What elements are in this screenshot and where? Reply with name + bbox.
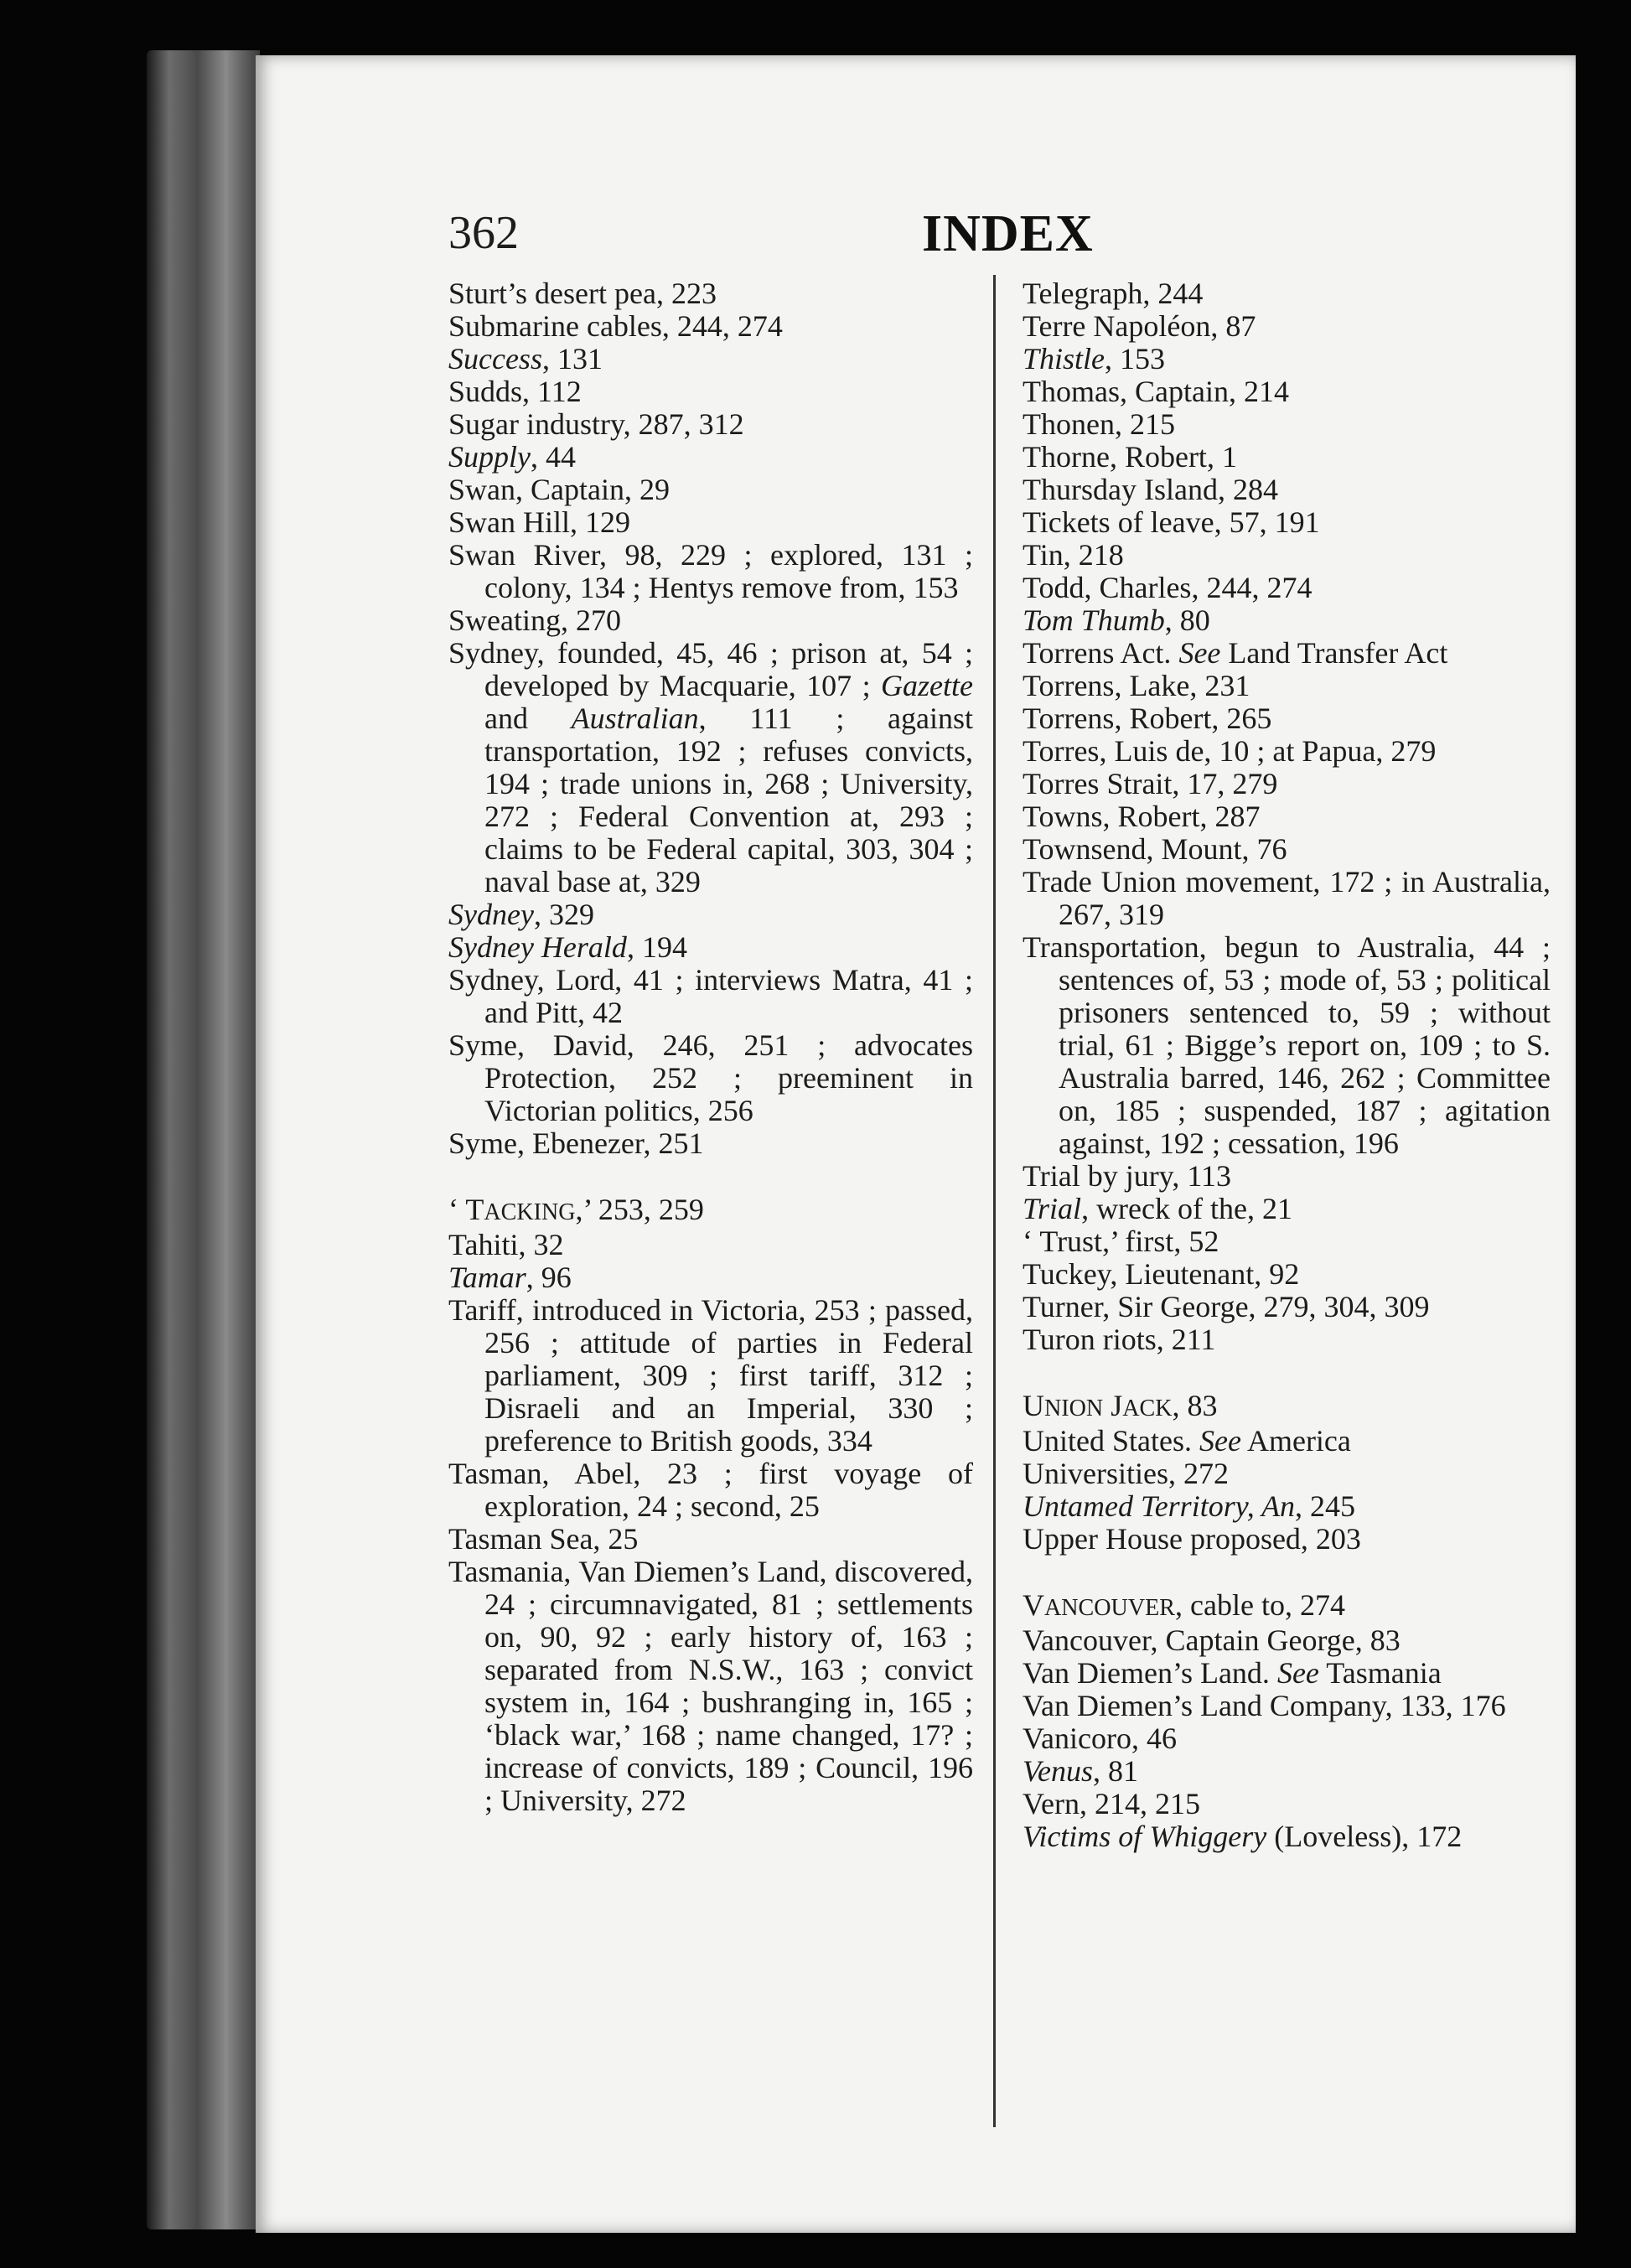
index-entry: ‘ Trust,’ first, 52 <box>1023 1225 1219 1258</box>
index-entry: Universities, 272 <box>1023 1457 1229 1490</box>
page-number: 362 <box>448 207 519 259</box>
index-entry: Sturt’s desert pea, 223 <box>448 277 717 310</box>
index-entry: Tuckey, Lieutenant, 92 <box>1023 1257 1300 1291</box>
index-entry: Tamar, 96 <box>448 1261 572 1294</box>
index-entry: Towns, Robert, 287 <box>1023 800 1261 833</box>
index-entry: Swan Hill, 129 <box>448 505 631 539</box>
index-entry: Torrens Act. See Land Transfer Act <box>1023 636 1448 670</box>
index-entry: Torrens, Robert, 265 <box>1023 702 1272 735</box>
index-entry: Sydney, Lord, 41 ; interviews Matra, 41 ; and Pitt, 42 <box>448 963 973 1029</box>
index-entry: Torrens, Lake, 231 <box>1023 669 1250 702</box>
index-entry: Townsend, Mount, 76 <box>1023 832 1287 866</box>
index-entry: Turner, Sir George, 279, 304, 309 <box>1023 1290 1430 1323</box>
index-column-left <box>448 277 973 1817</box>
index-entry: Supply, 44 <box>448 440 576 474</box>
index-entry: Swan, Captain, 29 <box>448 473 670 506</box>
index-entry: Tom Thumb, 80 <box>1023 603 1210 637</box>
index-entry: Trade Union movement, 172 ; in Australia, 267, 319 <box>1023 865 1551 931</box>
index-entry: Trial by jury, 113 <box>1023 1159 1232 1193</box>
index-entry: Submarine cables, 244, 274 <box>448 309 783 343</box>
index-entry: Success, 131 <box>448 342 603 375</box>
index-entry: Sudds, 112 <box>448 375 582 408</box>
index-entry: Van Diemen’s Land Company, 133, 176 <box>1023 1689 1506 1722</box>
book-edge <box>147 50 260 2229</box>
index-entry: Van Diemen’s Land. See Tasmania <box>1023 1656 1442 1690</box>
index-entry: Torres, Luis de, 10 ; at Papua, 279 <box>1023 734 1437 768</box>
index-entry: Untamed Territory, An, 245 <box>1023 1489 1356 1523</box>
index-entry: Thomas, Captain, 214 <box>1023 375 1289 408</box>
index-entry: Trial, wreck of the, 21 <box>1023 1192 1292 1225</box>
index-page <box>256 55 1576 2233</box>
index-entry: Tasmania, Van Diemen’s Land, discovered, 24 ; circumnavigated, 81 ; settlements on, 90, 92 ; early history of, 163 ; separated from N.S.W., 163 ; convict system in, 164 ; bushranging in, 165 ; ‘black war,’ 168 ; name changed, 17? ; increase of convicts, 189 ; Council, 196 ; University, 272 <box>448 1555 973 1817</box>
index-entry: Thorne, Robert, 1 <box>1023 440 1237 474</box>
index-entry: Telegraph, 244 <box>1023 277 1204 310</box>
index-entry: Thistle, 153 <box>1023 342 1166 375</box>
index-entry: Tickets of leave, 57, 191 <box>1023 505 1320 539</box>
index-entry: VANCOUVER, cable to, 274 <box>1023 1588 1345 1622</box>
index-entry: Transportation, begun to Australia, 44 ; sentences of, 53 ; mode of, 53 ; political prisoners sentenced to, 59 ; without trial, 61 ; Bigge’s report on, 109 ; to S. Australia barred, 146, 262 ; Committee on, 185 ; suspended, 187 ; agitation against, 192 ; cessation, 196 <box>1023 930 1551 1160</box>
index-entry: Sydney, 329 <box>448 898 594 931</box>
index-entry: Tahiti, 32 <box>448 1228 564 1261</box>
index-entry: Vern, 214, 215 <box>1023 1787 1200 1820</box>
index-entry: Sydney Herald, 194 <box>448 930 687 964</box>
index-column-right <box>1023 277 1551 1853</box>
index-entry: Todd, Charles, 244, 274 <box>1023 571 1313 604</box>
index-entry: Thursday Island, 284 <box>1023 473 1278 506</box>
index-entry: Thonen, 215 <box>1023 407 1175 441</box>
index-entry: Torres Strait, 17, 279 <box>1023 767 1278 800</box>
index-entry: Upper House proposed, 203 <box>1023 1522 1361 1556</box>
running-head: INDEX <box>922 205 1094 262</box>
index-entry: ‘ TACKING,’ 253, 259 <box>448 1193 704 1226</box>
index-entry: Syme, Ebenezer, 251 <box>448 1126 704 1160</box>
index-entry: Venus, 81 <box>1023 1754 1138 1788</box>
index-entry: Syme, David, 246, 251 ; advocates Protection, 252 ; preeminent in Victorian politics, 256 <box>448 1028 973 1127</box>
index-entry: UNION JACK, 83 <box>1023 1389 1218 1422</box>
index-entry: Tin, 218 <box>1023 538 1124 572</box>
index-entry: Turon riots, 211 <box>1023 1323 1216 1356</box>
index-entry: Tasman Sea, 25 <box>448 1522 639 1556</box>
index-entry: Victims of Whiggery (Loveless), 172 <box>1023 1820 1463 1853</box>
index-entry: Sydney, founded, 45, 46 ; prison at, 54 ; developed by Macquarie, 107 ; Gazette and Australian, 111 ; against transportation, 192 ; refuses convicts, 194 ; trade unions in, 268 ; University, 272 ; Federal Convention at, 293 ; claims to be Federal capital, 303, 304 ; naval base at, 329 <box>448 636 973 898</box>
index-entry: Vancouver, Captain George, 83 <box>1023 1623 1401 1657</box>
index-entry: United States. See America <box>1023 1424 1351 1458</box>
index-entry: Sweating, 270 <box>448 603 621 637</box>
index-entry: Vanicoro, 46 <box>1023 1722 1177 1755</box>
index-entry: Swan River, 98, 229 ; explored, 131 ; colony, 134 ; Hentys remove from, 153 <box>448 538 973 604</box>
index-entry: Tasman, Abel, 23 ; first voyage of exploration, 24 ; second, 25 <box>448 1457 973 1523</box>
column-rule <box>993 275 996 2127</box>
index-entry: Terre Napoléon, 87 <box>1023 309 1256 343</box>
index-entry: Tariff, introduced in Victoria, 253 ; passed, 256 ; attitude of parties in Federal parliament, 309 ; first tariff, 312 ; Disraeli and an Imperial, 330 ; preference to British goods, 334 <box>448 1293 973 1458</box>
index-entry: Sugar industry, 287, 312 <box>448 407 744 441</box>
